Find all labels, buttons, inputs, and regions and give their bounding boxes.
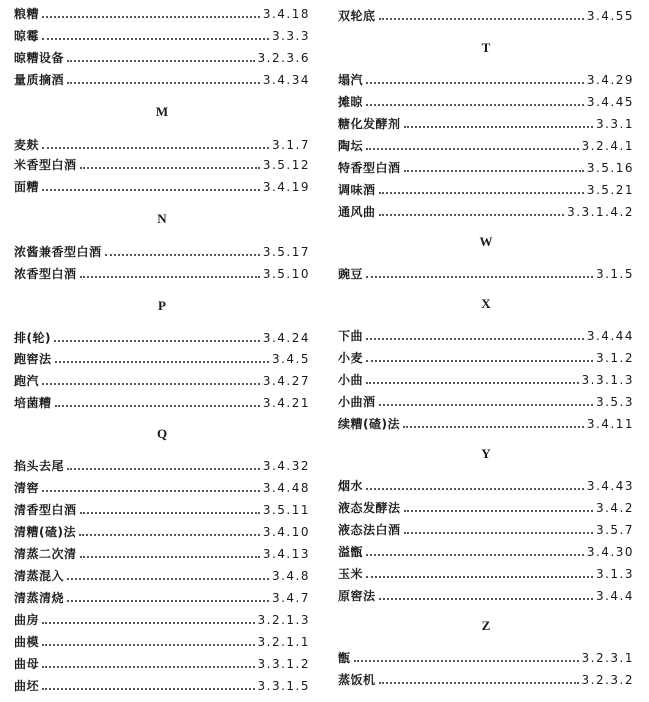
section-reference-number: 3.5.12 — [262, 158, 310, 172]
index-entry — [14, 610, 310, 630]
section-reference-number: 3.4.43 — [586, 479, 634, 493]
index-term: 摊晾 — [338, 95, 364, 109]
dot-leader — [404, 510, 593, 512]
index-term: 晾糟设备 — [14, 51, 65, 65]
section-reference-number: 3.4.13 — [262, 547, 310, 561]
dot-leader — [67, 468, 260, 470]
section-letter-heading: M — [155, 104, 169, 119]
index-entry — [14, 328, 310, 348]
section-reference-number: 3.3.3 — [271, 29, 310, 43]
dot-leader — [366, 338, 584, 340]
index-entry — [14, 48, 310, 68]
section-reference-number: 3.3.1.2 — [257, 657, 310, 671]
dot-leader — [67, 82, 260, 84]
dot-leader — [42, 16, 260, 18]
index-term: 清窖 — [14, 481, 40, 495]
dot-leader — [379, 682, 579, 684]
index-term: 小麦 — [338, 351, 364, 365]
index-entry — [14, 70, 310, 90]
index-entry — [338, 114, 634, 134]
index-entry — [338, 348, 634, 368]
section-reference-number: 3.1.5 — [595, 267, 634, 281]
dot-leader — [404, 126, 593, 128]
index-entry — [338, 264, 634, 284]
index-entry — [338, 158, 634, 178]
index-term: 原窖法 — [338, 589, 376, 603]
index-term: 曲母 — [14, 657, 40, 671]
section-reference-number: 3.4.29 — [586, 73, 634, 87]
index-term: 调味酒 — [338, 183, 376, 197]
index-entry — [14, 393, 310, 413]
dot-leader — [42, 622, 255, 624]
index-entry — [14, 456, 310, 476]
section-reference-number: 3.4.34 — [262, 73, 310, 87]
index-entry — [14, 478, 310, 498]
index-term: 玉米 — [338, 567, 364, 581]
dot-leader — [366, 554, 584, 556]
section-reference-number: 3.5.11 — [262, 503, 310, 517]
index-term: 清糟(碴)法 — [14, 525, 76, 539]
index-term: 小曲 — [338, 373, 364, 387]
index-entry — [338, 136, 634, 156]
index-term: 跑窖法 — [14, 352, 52, 366]
index-term: 排(轮) — [14, 331, 51, 345]
dot-leader — [67, 60, 255, 62]
section-reference-number: 3.4.27 — [262, 374, 310, 388]
index-entry — [338, 70, 634, 90]
index-entry — [338, 202, 634, 222]
dot-leader — [42, 644, 255, 646]
section-reference-number: 3.4.4 — [595, 589, 634, 603]
dot-leader — [42, 189, 260, 191]
index-entry — [14, 135, 310, 155]
section-reference-number: 3.4.18 — [262, 7, 310, 21]
dot-leader — [366, 148, 579, 150]
dot-leader — [379, 192, 584, 194]
section-reference-number: 3.4.2 — [595, 501, 634, 515]
section-reference-number: 3.4.55 — [586, 9, 634, 23]
section-reference-number: 3.4.32 — [262, 459, 310, 473]
index-entry — [14, 264, 310, 284]
index-entry — [14, 654, 310, 674]
section-reference-number: 3.4.30 — [586, 545, 634, 559]
index-entry — [14, 4, 310, 24]
index-term: 溢甑 — [338, 545, 364, 559]
index-entry — [338, 414, 634, 434]
section-reference-number: 3.4.44 — [586, 329, 634, 343]
section-reference-number: 3.4.21 — [262, 396, 310, 410]
index-term: 米香型白酒 — [14, 158, 77, 172]
section-reference-number: 3.2.1.1 — [257, 635, 310, 649]
dot-leader — [366, 82, 584, 84]
dot-leader — [366, 104, 584, 106]
index-entry — [338, 392, 634, 412]
section-reference-number: 3.4.10 — [262, 525, 310, 539]
index-term: 豌豆 — [338, 267, 364, 281]
dot-leader — [55, 361, 269, 363]
section-letter-heading: P — [158, 298, 166, 313]
dot-leader — [404, 532, 593, 534]
index-entry — [14, 566, 310, 586]
index-entry — [338, 542, 634, 562]
dot-leader — [55, 405, 260, 407]
section-reference-number: 3.3.1 — [595, 117, 634, 131]
index-entry — [14, 349, 310, 369]
section-reference-number: 3.4.19 — [262, 180, 310, 194]
index-term: 曲坯 — [14, 679, 40, 693]
index-term: 面糟 — [14, 180, 40, 194]
index-entry — [14, 242, 310, 262]
index-term: 量质摘酒 — [14, 73, 65, 87]
index-entry — [338, 498, 634, 518]
section-reference-number: 3.3.1.4.2 — [567, 205, 634, 219]
index-term: 清香型白酒 — [14, 503, 77, 517]
section-reference-number: 3.1.2 — [595, 351, 634, 365]
dot-leader — [42, 383, 260, 385]
index-entry — [338, 564, 634, 584]
index-term: 曲房 — [14, 613, 40, 627]
index-term: 粮糟 — [14, 7, 40, 21]
index-term: 浓香型白酒 — [14, 267, 77, 281]
index-entry — [338, 92, 634, 112]
section-letter-heading: Y — [481, 446, 491, 461]
section-reference-number: 3.4.11 — [586, 417, 634, 431]
dot-leader — [42, 147, 269, 149]
section-reference-number: 3.5.10 — [262, 267, 310, 281]
section-reference-number: 3.2.3.6 — [257, 51, 310, 65]
index-term: 浓酱兼香型白酒 — [14, 245, 102, 259]
section-letter-heading: N — [157, 211, 167, 226]
section-reference-number: 3.5.3 — [595, 395, 634, 409]
section-reference-number: 3.1.3 — [595, 567, 634, 581]
index-entry — [14, 544, 310, 564]
section-reference-number: 3.2.3.1 — [581, 651, 634, 665]
dot-leader — [366, 360, 593, 362]
section-reference-number: 3.4.5 — [271, 352, 310, 366]
index-term: 清蒸二次清 — [14, 547, 77, 561]
index-term: 曲模 — [14, 635, 40, 649]
dot-leader — [366, 382, 579, 384]
dot-leader — [379, 18, 584, 20]
index-term: 掐头去尾 — [14, 459, 65, 473]
section-reference-number: 3.5.21 — [586, 183, 634, 197]
index-entry — [14, 26, 310, 46]
dot-leader — [67, 578, 269, 580]
index-term: 塌汽 — [338, 73, 364, 87]
index-entry — [14, 371, 310, 391]
section-letter-heading: Q — [156, 426, 168, 441]
index-term: 培菌糟 — [14, 396, 52, 410]
index-entry — [14, 632, 310, 652]
section-letter-heading: X — [481, 296, 491, 311]
section-reference-number: 3.1.7 — [271, 138, 310, 152]
section-reference-number: 3.3.1.3 — [581, 373, 634, 387]
dot-leader — [379, 404, 593, 406]
section-reference-number: 3.4.7 — [271, 591, 310, 605]
index-term: 清蒸混入 — [14, 569, 65, 583]
index-term: 下曲 — [338, 329, 364, 343]
section-letter-heading: W — [479, 234, 493, 249]
dot-leader — [366, 276, 593, 278]
index-term: 烟水 — [338, 479, 364, 493]
index-entry — [338, 520, 634, 540]
section-reference-number: 3.4.48 — [262, 481, 310, 495]
section-reference-number: 3.2.4.1 — [581, 139, 634, 153]
index-entry — [14, 177, 310, 197]
index-entry — [338, 670, 634, 690]
dot-leader — [366, 576, 593, 578]
dot-leader — [354, 660, 579, 662]
dot-leader — [404, 170, 584, 172]
index-entry — [338, 476, 634, 496]
section-letter-heading: T — [481, 40, 491, 55]
index-term: 双轮底 — [338, 9, 376, 23]
section-letter-heading: Z — [481, 618, 491, 633]
index-term: 晾霉 — [14, 29, 40, 43]
index-term: 清蒸清烧 — [14, 591, 65, 605]
dot-leader — [80, 512, 260, 514]
index-term: 液态法白酒 — [338, 523, 401, 537]
dot-leader — [42, 490, 260, 492]
section-reference-number: 3.2.3.2 — [581, 673, 634, 687]
section-reference-number: 3.2.1.3 — [257, 613, 310, 627]
index-entry — [338, 180, 634, 200]
index-term: 续糟(碴)法 — [338, 417, 400, 431]
section-reference-number: 3.4.45 — [586, 95, 634, 109]
index-term: 甑 — [338, 651, 351, 665]
index-entry — [338, 6, 634, 26]
dot-leader — [79, 534, 260, 536]
index-entry — [14, 500, 310, 520]
section-reference-number: 3.4.8 — [271, 569, 310, 583]
index-term: 特香型白酒 — [338, 161, 401, 175]
index-entry — [14, 522, 310, 542]
dot-leader — [42, 688, 255, 690]
dot-leader — [80, 276, 260, 278]
section-reference-number: 3.5.16 — [586, 161, 634, 175]
index-entry — [14, 155, 310, 175]
index-term: 通风曲 — [338, 205, 376, 219]
dot-leader — [80, 167, 260, 169]
section-reference-number: 3.3.1.5 — [257, 679, 310, 693]
index-term: 糖化发酵剂 — [338, 117, 401, 131]
index-term: 蒸饭机 — [338, 673, 376, 687]
index-entry — [14, 588, 310, 608]
dot-leader — [42, 666, 255, 668]
dot-leader — [67, 600, 269, 602]
index-entry — [338, 370, 634, 390]
index-entry — [338, 586, 634, 606]
dot-leader — [80, 556, 260, 558]
index-entry — [338, 648, 634, 668]
index-term: 麦麸 — [14, 138, 40, 152]
index-term: 跑汽 — [14, 374, 40, 388]
dot-leader — [366, 488, 584, 490]
dot-leader — [42, 38, 269, 40]
dot-leader — [403, 426, 584, 428]
section-reference-number: 3.4.24 — [262, 331, 310, 345]
index-entry — [338, 326, 634, 346]
index-term: 液态发酵法 — [338, 501, 401, 515]
dot-leader — [105, 254, 260, 256]
dot-leader — [379, 598, 593, 600]
dot-leader — [379, 214, 565, 216]
dot-leader — [54, 340, 260, 342]
index-term: 陶坛 — [338, 139, 364, 153]
index-term: 小曲酒 — [338, 395, 376, 409]
index-entry — [14, 676, 310, 696]
section-reference-number: 3.5.7 — [595, 523, 634, 537]
section-reference-number: 3.5.17 — [262, 245, 310, 259]
